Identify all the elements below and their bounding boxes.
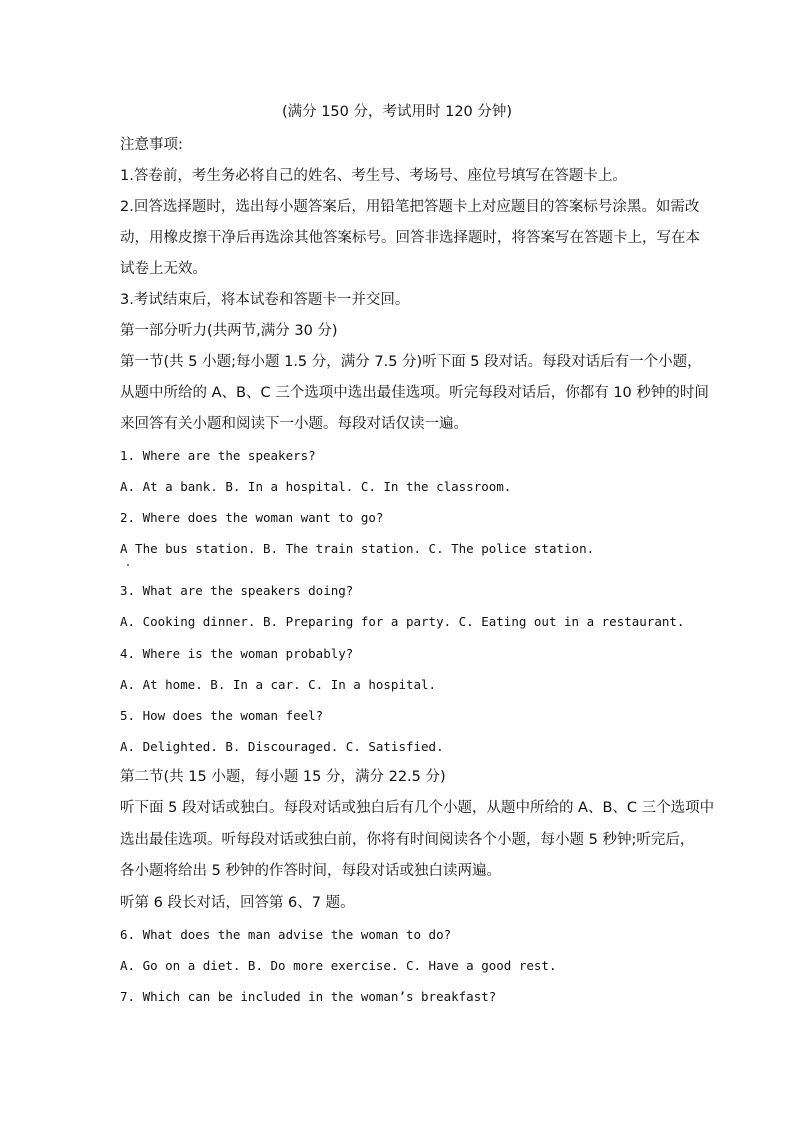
question-options: A The bus station. B. The train station. C. The police station. bbox=[120, 541, 595, 556]
question-text: 1. Where are the speakers? bbox=[120, 448, 316, 463]
notice-item: 3.考试结束后，将本试卷和答题卡一并交回。 bbox=[120, 292, 410, 308]
section1-intro: 来回答有关小题和阅读下一小题。每段对话仅读一遍。 bbox=[120, 416, 468, 432]
section2-intro: 选出最佳选项。听每段对话或独白前，你将有时间阅读各个小题，每小题 5 秒钟;听完后， bbox=[120, 832, 695, 848]
question-options: A. Go on a diet. B. Do more exercise. C. Have a good rest. bbox=[120, 958, 557, 973]
section2-subheading: 听第 6 段长对话，回答第 6、7 题。 bbox=[120, 895, 355, 911]
question-text: 5. How does the woman feel? bbox=[120, 708, 324, 723]
question-options: A. Delighted. B. Discouraged. C. Satisfied. bbox=[120, 739, 444, 754]
section1-intro: 第一节(共 5 小题;每小题 1.5 分，满分 7.5 分)听下面 5 段对话。每段对话后有一个小题， bbox=[120, 354, 702, 370]
section2-intro: 听下面 5 段对话或独白。每段对话或独白后有几个小题，从题中所给的 A、B、C 三个选项中 bbox=[120, 800, 715, 816]
notice-item: 2.回答选择题时，选出每小题答案后，用铅笔把答题卡上对应题目的答案标号涂黑。如需改 bbox=[120, 199, 700, 215]
notice-item: 动，用橡皮擦干净后再选涂其他答案标号。回答非选择题时，将答案写在答题卡上，写在本 bbox=[120, 230, 700, 246]
scan-speck bbox=[127, 564, 129, 566]
section2-intro: 各小题将给出 5 秒钟的作答时间，每段对话或独白读两遍。 bbox=[120, 863, 501, 879]
question-text: 2. Where does the woman want to go? bbox=[120, 510, 384, 525]
question-options: A. At home. B. In a car. C. In a hospital. bbox=[120, 677, 437, 692]
question-options: A. At a bank. B. In a hospital. C. In the classroom. bbox=[120, 479, 512, 494]
question-text: 6. What does the man advise the woman to do? bbox=[120, 927, 452, 942]
part1-title: 第一部分听力(共两节,满分 30 分) bbox=[120, 323, 338, 339]
section2-title: 第二节(共 15 小题，每小题 15 分，满分 22.5 分) bbox=[120, 769, 446, 785]
question-text: 7. Which can be included in the woman’s breakfast? bbox=[120, 989, 497, 1004]
question-text: 3. What are the speakers doing? bbox=[120, 583, 354, 598]
question-text: 4. Where is the woman probably? bbox=[120, 646, 354, 661]
exam-subtitle: (满分 150 分，考试用时 120 分钟) bbox=[281, 104, 513, 120]
notice-item: 1.答卷前，考生务必将自己的姓名、考生号、考场号、座位号填写在答题卡上。 bbox=[120, 168, 627, 184]
notice-item: 试卷上无效。 bbox=[120, 261, 207, 277]
question-options: A. Cooking dinner. B. Preparing for a party. C. Eating out in a restaurant. bbox=[120, 614, 685, 629]
section1-intro: 从题中所给的 A、B、C 三个选项中选出最佳选项。听完每段对话后，你都有 10 秒钟的时间 bbox=[120, 385, 709, 401]
notice-heading: 注意事项: bbox=[120, 137, 183, 153]
